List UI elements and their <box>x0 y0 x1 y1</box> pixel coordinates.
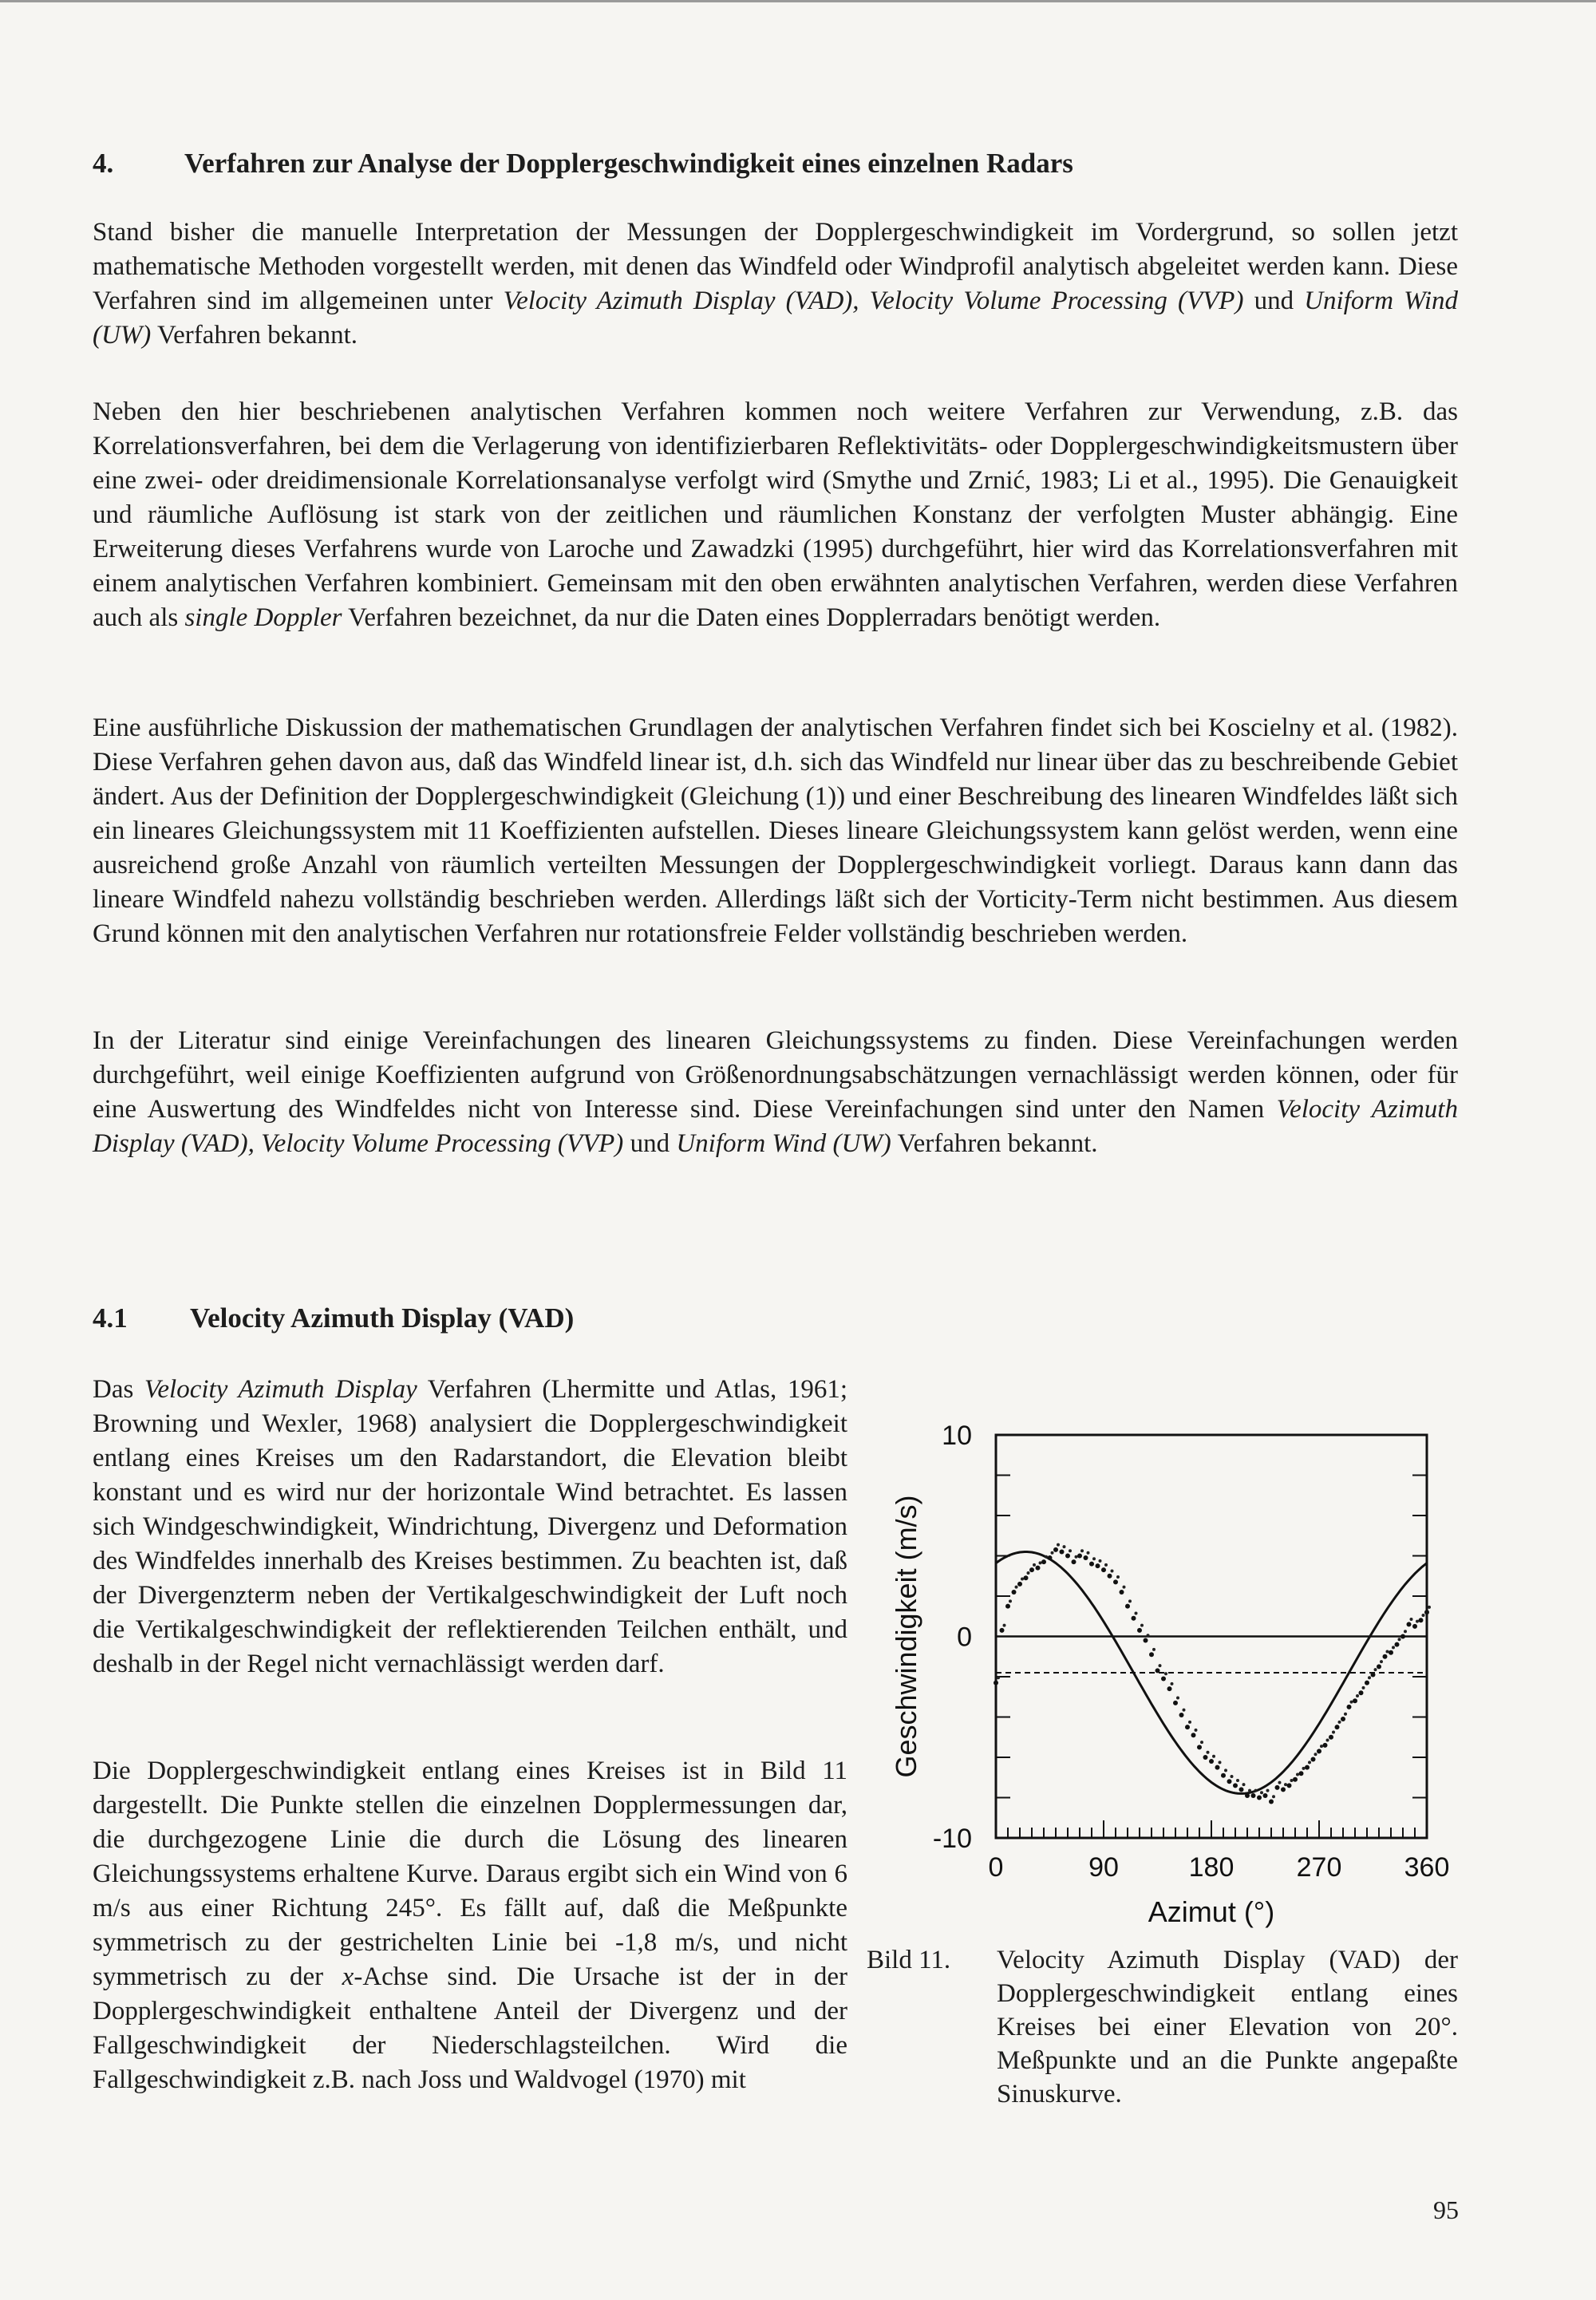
data-point <box>1075 1555 1078 1559</box>
paragraph-vad-method <box>93 1373 847 1682</box>
paragraph-correlation <box>93 395 1458 635</box>
emphasis: Velocity Azimuth Display (VAD), Velocity Volume Processing (VVP) <box>93 1095 1458 1158</box>
data-point <box>994 1681 998 1685</box>
data-point <box>1299 1771 1304 1776</box>
data-point <box>1125 1604 1130 1609</box>
x-tick-label: 0 <box>988 1852 1004 1883</box>
data-point <box>1207 1751 1210 1754</box>
text-run: Verfahren bekannt. <box>151 321 358 350</box>
data-point <box>1089 1562 1094 1567</box>
data-point <box>1051 1551 1054 1555</box>
data-point <box>1200 1741 1203 1744</box>
data-point <box>1191 1733 1196 1737</box>
data-point <box>1424 1610 1429 1614</box>
data-point <box>1293 1777 1298 1782</box>
data-point <box>1389 1650 1393 1655</box>
data-point <box>1296 1772 1299 1776</box>
data-point <box>1048 1555 1053 1560</box>
data-point <box>1069 1549 1072 1552</box>
data-point <box>1017 1582 1022 1587</box>
data-point <box>1287 1783 1292 1788</box>
data-point <box>1179 1713 1184 1717</box>
data-point <box>1164 1672 1167 1675</box>
data-point <box>1140 1624 1144 1627</box>
data-point <box>1278 1781 1282 1784</box>
data-point <box>1087 1551 1090 1555</box>
data-point <box>1159 1664 1162 1667</box>
data-point <box>1072 1559 1077 1564</box>
data-point <box>1128 1599 1132 1602</box>
data-point <box>1320 1745 1323 1748</box>
y-tick-label: 0 <box>957 1622 972 1653</box>
figure-label: Bild 11. <box>867 1946 951 1974</box>
data-point <box>1338 1721 1341 1724</box>
data-point <box>1080 1549 1084 1552</box>
data-point <box>1012 1590 1017 1595</box>
data-point <box>1060 1549 1065 1554</box>
data-point <box>1398 1638 1401 1641</box>
text-run: Neben den hier beschriebenen analytischen Verfahren kommen noch weitere Verfahren zur Verwendung, z.B. das Korrelationsverfahren, bei dem die Verlagerung von identifizierbaren Reflektivitäts- oder Dopplergeschwindigkeitsmustern über eine zwei- oder dreidimensionale Korrelationsanalyse verfolgt wird (Smythe und Zrnić, 1983; Li et al., 1995). Die Genauigkeit und räumliche Auflösung ist stark von der zeitlichen und räumlichen Konstanz der verfolgten Muster abhängig. Eine Erweiterung dieses Verfahrens wurde von Laroche und Zawadzki (1995) durchgeführt, hier wird das Korrelationsverfahren mit einem analytischen Verfahren kombiniert. Gemeinsam mit den oben erwähnten analytischen Verfahren, werden diese Verfahren auch als <box>93 397 1458 632</box>
text-run: Verfahren bekannt. <box>891 1129 1098 1158</box>
data-point <box>1147 1634 1150 1637</box>
data-point <box>1323 1743 1328 1748</box>
data-point <box>1368 1676 1371 1679</box>
data-point <box>1045 1555 1048 1559</box>
data-point <box>1161 1677 1166 1682</box>
data-point <box>1188 1721 1191 1724</box>
data-point <box>1092 1557 1096 1560</box>
data-point <box>1281 1787 1286 1792</box>
data-point <box>1111 1569 1114 1572</box>
data-point <box>1254 1789 1258 1792</box>
data-point <box>1104 1563 1108 1567</box>
x-tick-label: 360 <box>1404 1852 1450 1883</box>
data-point <box>1272 1795 1275 1798</box>
data-point <box>1359 1690 1364 1695</box>
data-point <box>1245 1793 1250 1798</box>
data-point <box>1116 1575 1120 1579</box>
data-point <box>1347 1705 1352 1709</box>
data-point <box>1332 1730 1335 1733</box>
data-point <box>1203 1755 1208 1760</box>
data-point <box>1308 1761 1311 1764</box>
data-point <box>1137 1628 1142 1633</box>
data-point <box>1266 1789 1270 1792</box>
emphasis: Uniform Wind (UW) <box>93 287 1458 350</box>
subsection-title: Velocity Azimuth Display (VAD) <box>190 1302 575 1334</box>
paragraph-intro <box>93 215 1458 353</box>
data-point <box>1269 1800 1274 1804</box>
data-point <box>1096 1563 1100 1568</box>
data-point <box>1374 1668 1377 1671</box>
data-point <box>1057 1543 1060 1547</box>
data-point <box>1302 1767 1306 1770</box>
data-point <box>1185 1725 1190 1729</box>
data-point <box>1171 1682 1174 1685</box>
data-point <box>997 1676 1000 1679</box>
x-tick-label: 270 <box>1296 1852 1342 1883</box>
data-point <box>1024 1575 1029 1580</box>
data-point <box>1383 1654 1388 1659</box>
data-point <box>1005 1604 1010 1609</box>
data-point <box>1219 1761 1222 1764</box>
data-point <box>1314 1753 1317 1756</box>
data-point <box>1197 1745 1202 1749</box>
data-point <box>1326 1739 1329 1742</box>
text-run: Verfahren (Lhermitte und Atlas, 1961; Browning und Wexler, 1968) analysiert die Dopplergeschwindigkeit entlang eines Kreises um den Radarstandort, die Elevation bleibt konstant und es wird nur der horizontale Wind betrachtet. Es lassen sich Windgeschwindigkeit, Windrichtung, Divergenz und Deformation des Windfeldes innerhalb des Kreises bestimmen. Zu beachten ist, daß der Divergenzterm neben der Vertikalgeschwindigkeit der Luft noch die Vertikalgeschwindigkeit der reflektierenden Teilchen enthält, und deshalb in der Regel nicht vernachlässigt werden darf. <box>93 1375 847 1678</box>
data-point <box>1412 1624 1417 1629</box>
data-point <box>1212 1755 1215 1758</box>
data-point <box>1380 1660 1383 1663</box>
figure-caption-text: Velocity Azimuth Display (VAD) der Dopplergeschwindigkeit entlang eines Kreises bei einer Elevation von 20°. Meßpunkte und an die Punkte angepaßte Sinuskurve. <box>997 1946 1458 2108</box>
vad-chart <box>854 1405 1468 1963</box>
data-point <box>1407 1622 1412 1626</box>
data-point <box>1260 1791 1263 1794</box>
section-title: Verfahren zur Analyse der Dopplergeschwindigkeit eines einzelnen Radars <box>184 148 1073 179</box>
data-point <box>1099 1559 1102 1563</box>
data-point <box>1350 1701 1353 1704</box>
x-tick-label: 90 <box>1088 1852 1119 1883</box>
y-tick-label: -10 <box>932 1824 972 1854</box>
data-point <box>1224 1768 1227 1772</box>
data-point <box>1275 1785 1280 1790</box>
data-point <box>1209 1759 1214 1764</box>
data-point <box>1113 1579 1118 1584</box>
section-heading <box>93 146 1458 181</box>
data-point <box>1215 1765 1220 1770</box>
data-point <box>1000 1628 1005 1633</box>
data-point <box>1065 1554 1070 1559</box>
data-point <box>1395 1642 1400 1647</box>
data-point <box>1404 1630 1407 1633</box>
data-point <box>1039 1561 1042 1564</box>
x-axis-label: Azimut (°) <box>1148 1895 1275 1928</box>
data-point <box>1167 1686 1172 1691</box>
data-point <box>1084 1555 1088 1560</box>
text-run: Das <box>93 1375 144 1404</box>
emphasis: single Doppler <box>184 603 342 632</box>
data-point <box>1036 1566 1041 1571</box>
text-run: Stand bisher die manuelle Interpretation der Messungen der Dopplergeschwindigkeit im Vordergrund, so sollen jetzt mathematische Methoden vorgestellt werden, mit denen das Windfeld oder Windprofil analytisch abgeleitet werden kann. Diese Verfahren sind im allgemeinen unter <box>93 218 1458 315</box>
data-point <box>1386 1650 1389 1653</box>
data-point <box>1257 1796 1262 1800</box>
data-point <box>1377 1664 1381 1669</box>
data-point <box>1053 1547 1058 1552</box>
data-point <box>1041 1559 1046 1564</box>
y-axis-label: Geschwindigkeit (m/s) <box>890 1495 922 1778</box>
data-point <box>1400 1634 1405 1639</box>
data-point <box>1120 1590 1124 1595</box>
data-point <box>1015 1586 1018 1589</box>
section-number: 4. <box>93 148 114 179</box>
paragraph-vad-figure-discussion <box>93 1754 847 2097</box>
x-tick-label: 180 <box>1188 1852 1235 1883</box>
data-point <box>1101 1567 1106 1572</box>
data-point <box>1416 1620 1419 1623</box>
text-run: Die Dopplergeschwindigkeit entlang eines Kreises ist in Bild 11 dargestellt. Die Punkte stellen die einzelnen Dopplermessungen dar, die durchgezogene Linie die durch die Lösung des linearen Gleichungssystems erhaltene Kurve. Daraus ergibt sich ein Wind von 6 m/s aus einer Richtung 245°. Es fällt auf, daß die Meßpunkte symmetrisch zu der gestrichelten Linie bei -1,8 m/s, und nicht symmetrisch zu der <box>93 1757 847 1991</box>
data-point <box>1371 1672 1376 1677</box>
text-run: Verfahren bezeichnet, da nur die Daten eines Dopplerradars benötigt werden. <box>342 603 1161 632</box>
data-point <box>1108 1574 1112 1579</box>
data-point <box>1356 1694 1359 1697</box>
data-point <box>1242 1783 1246 1786</box>
data-point <box>1284 1783 1287 1786</box>
data-point <box>1248 1789 1251 1792</box>
data-point <box>1123 1586 1126 1589</box>
data-point <box>1353 1698 1357 1703</box>
data-point <box>1305 1765 1310 1770</box>
data-point <box>1183 1709 1186 1712</box>
data-point <box>1410 1618 1413 1621</box>
page-top-edge <box>0 0 1596 2</box>
data-point <box>1341 1717 1345 1721</box>
data-point <box>1419 1618 1424 1622</box>
paragraph-simplifications <box>93 1024 1458 1161</box>
data-point <box>1236 1779 1239 1782</box>
data-point <box>1335 1725 1340 1729</box>
data-point <box>1195 1729 1198 1732</box>
data-point <box>1290 1779 1294 1782</box>
data-point <box>1156 1668 1160 1673</box>
data-point <box>1009 1599 1012 1602</box>
data-point <box>1149 1652 1154 1657</box>
data-point <box>1027 1571 1030 1575</box>
emphasis: x <box>342 1962 354 1991</box>
emphasis: Uniform Wind (UW) <box>676 1129 891 1158</box>
data-point <box>1227 1779 1232 1784</box>
data-point <box>1428 1606 1431 1609</box>
emphasis: Velocity Azimuth Display <box>144 1375 417 1404</box>
data-point <box>1263 1793 1268 1798</box>
text-run: In der Literatur sind einige Vereinfachungen des linearen Gleichungssystems zu finden. Diese Vereinfachungen werden durchgeführt, weil einige Koeffizienten aufgrund von Größenordnungsabschätzungen vernachlässigt werden können, oder für eine Auswertung des Windfeldes nicht von Interesse sind. Diese Vereinfachungen sind unter den Namen <box>93 1026 1458 1124</box>
y-tick-label: 10 <box>942 1421 972 1451</box>
data-point <box>1176 1697 1179 1700</box>
data-point <box>1231 1775 1234 1778</box>
emphasis: Velocity Azimuth Display (VAD), Velocity Volume Processing (VVP) <box>503 287 1244 315</box>
data-point <box>1029 1567 1034 1572</box>
data-point <box>1329 1735 1333 1740</box>
data-point <box>1239 1787 1244 1792</box>
data-point <box>1132 1616 1136 1621</box>
data-point <box>1251 1793 1256 1798</box>
data-point <box>1173 1701 1178 1705</box>
data-point <box>1422 1614 1425 1617</box>
data-point <box>1144 1638 1148 1643</box>
data-point <box>1317 1749 1321 1753</box>
data-point <box>1311 1757 1316 1762</box>
subsection-heading <box>93 1301 847 1336</box>
data-point <box>1152 1648 1156 1651</box>
data-point <box>1003 1624 1006 1627</box>
data-point <box>1077 1554 1082 1559</box>
page-number: 95 <box>1433 2195 1459 2224</box>
vad-chart-svg <box>854 1405 1468 1963</box>
subsection-number: 4.1 <box>93 1302 128 1334</box>
data-point <box>1392 1646 1395 1649</box>
text-run: -Achse sind. Die Ursache ist der in der Dopplergeschwindigkeit enthaltene Anteil der Divergenz und der Fallgeschwindigkeit der Niederschlagsteilchen. Wird die Fallgeschwindigkeit z.B. nach Joss und Waldvogel (1970) mit <box>93 1962 847 2094</box>
data-point <box>1021 1578 1024 1581</box>
data-point <box>1365 1681 1369 1685</box>
text-run: und <box>1243 287 1305 315</box>
data-point <box>1063 1545 1066 1548</box>
data-point <box>1344 1713 1347 1716</box>
data-point <box>1135 1611 1138 1614</box>
paragraph-mathematical-basis: Eine ausführliche Diskussion der mathematischen Grundlagen der analytischen Verfahren findet sich bei Koscielny et al. (1982). Diese Verfahren gehen davon aus, daß das Windfeld linear ist, d.h. sich das Windfeld nur linear über das zu beschreibende Gebiet ändert. Aus der Definition der Dopplergeschwindigkeit (Gleichung (1)) und einer Beschreibung des linearen Windfeldes läßt sich ein lineares Gleichungssystem mit 11 Koeffizienten aufstellen. Dieses lineare Gleichungssystem kann gelöst werden, wenn eine ausreichend große Anzahl von räumlich verteilten Messungen der Dopplergeschwindigkeit vorliegt. Daraus kann dann das lineare Windfeld nahezu vollständig beschrieben werden. Allerdings läßt sich der Vorticity-Term nicht bestimmen. Aus diesem Grund können mit den analytischen Verfahren nur rotationsfreie Felder vollständig beschrieben werden. <box>93 713 1458 948</box>
data-point <box>1221 1773 1226 1778</box>
text-run: und <box>623 1129 677 1158</box>
data-point <box>1033 1563 1036 1567</box>
data-point <box>1362 1686 1365 1689</box>
data-point <box>1233 1783 1238 1788</box>
